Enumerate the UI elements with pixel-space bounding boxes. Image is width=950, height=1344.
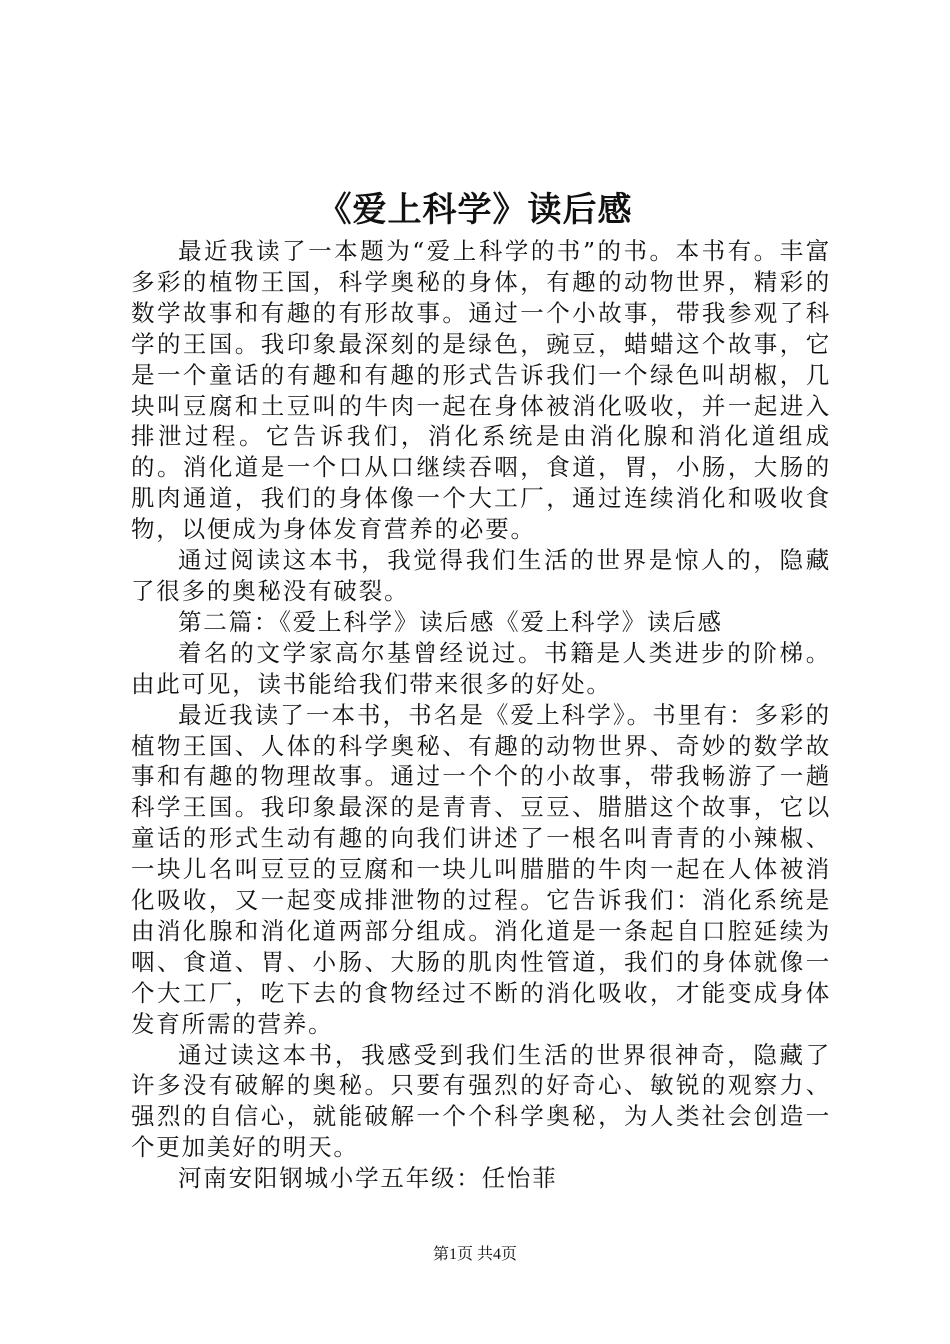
author-line: 河南安阳钢城小学五年级：任怡菲	[178, 1164, 558, 1193]
paragraph: 最近我读了一本题为“爱上科学的书”的书。本书有。丰富多彩的植物王国，科学奥秘的身体，有趣的动物世界，精彩的数学故事和有趣的有形故事。通过一个小故事，带我参观了科学的王国。我印象最深刻的是绿色，豌豆，蜡蜡这个故事，它是一个童话的有趣和有趣的形式告诉我们一个绿色叫胡椒，几块叫豆腐和土豆叫的牛肉一起在身体被消化吸收，并一起进入排泄过程。它告诉我们，消化系统是由消化腺和消化道组成的。消化道是一个口从口继续吞咽，食道，胃，小肠，大肠的肌肉通道，我们的身体像一个大工厂，通过连续消化和吸收食物，以便成为身体发育营养的必要。	[131, 237, 831, 544]
document-title: 《爱上科学》读后感	[317, 190, 633, 230]
page-footer: 第1页 共4页	[432, 1246, 517, 1263]
section-heading: 第二篇：《爱上科学》读后感《爱上科学》读后感	[178, 607, 723, 636]
document-body	[131, 236, 831, 1194]
paragraph: 通过读这本书，我感受到我们生活的世界很神奇，隐藏了许多没有破解的奥秘。只要有强烈的好奇心、敏锐的观察力、强烈的自信心，就能破解一个个科学奥秘，为人类社会创造一个更加美好的明天。	[131, 1040, 831, 1162]
paragraph: 着名的文学家高尔基曾经说过。书籍是人类进步的阶梯。由此可见，读书能给我们带来很多的好处。	[131, 638, 831, 698]
paragraph: 通过阅读这本书，我觉得我们生活的世界是惊人的，隐藏了很多的奥秘没有破裂。	[131, 546, 831, 605]
paragraph: 最近我读了一本书，书名是《爱上科学》。书里有：多彩的植物王国、人体的科学奥秘、有趣的动物世界、奇妙的数学故事和有趣的物理故事。通过一个个的小故事，带我畅游了一趟科学王国。我印象最深的是青青、豆豆、腊腊这个故事，它以童话的形式生动有趣的向我们讲述了一根名叫青青的小辣椒、一块儿名叫豆豆的豆腐和一块儿叫腊腊的牛肉一起在人体被消化吸收，又一起变成排泄物的过程。它告诉我们：消化系统是由消化腺和消化道两部分组成。消化道是一条起自口腔延续为咽、食道、胃、小肠、大肠的肌肉性管道，我们的身体就像一个大工厂，吃下去的食物经过不断的消化吸收，才能变成身体发育所需的营养。	[131, 700, 831, 1038]
